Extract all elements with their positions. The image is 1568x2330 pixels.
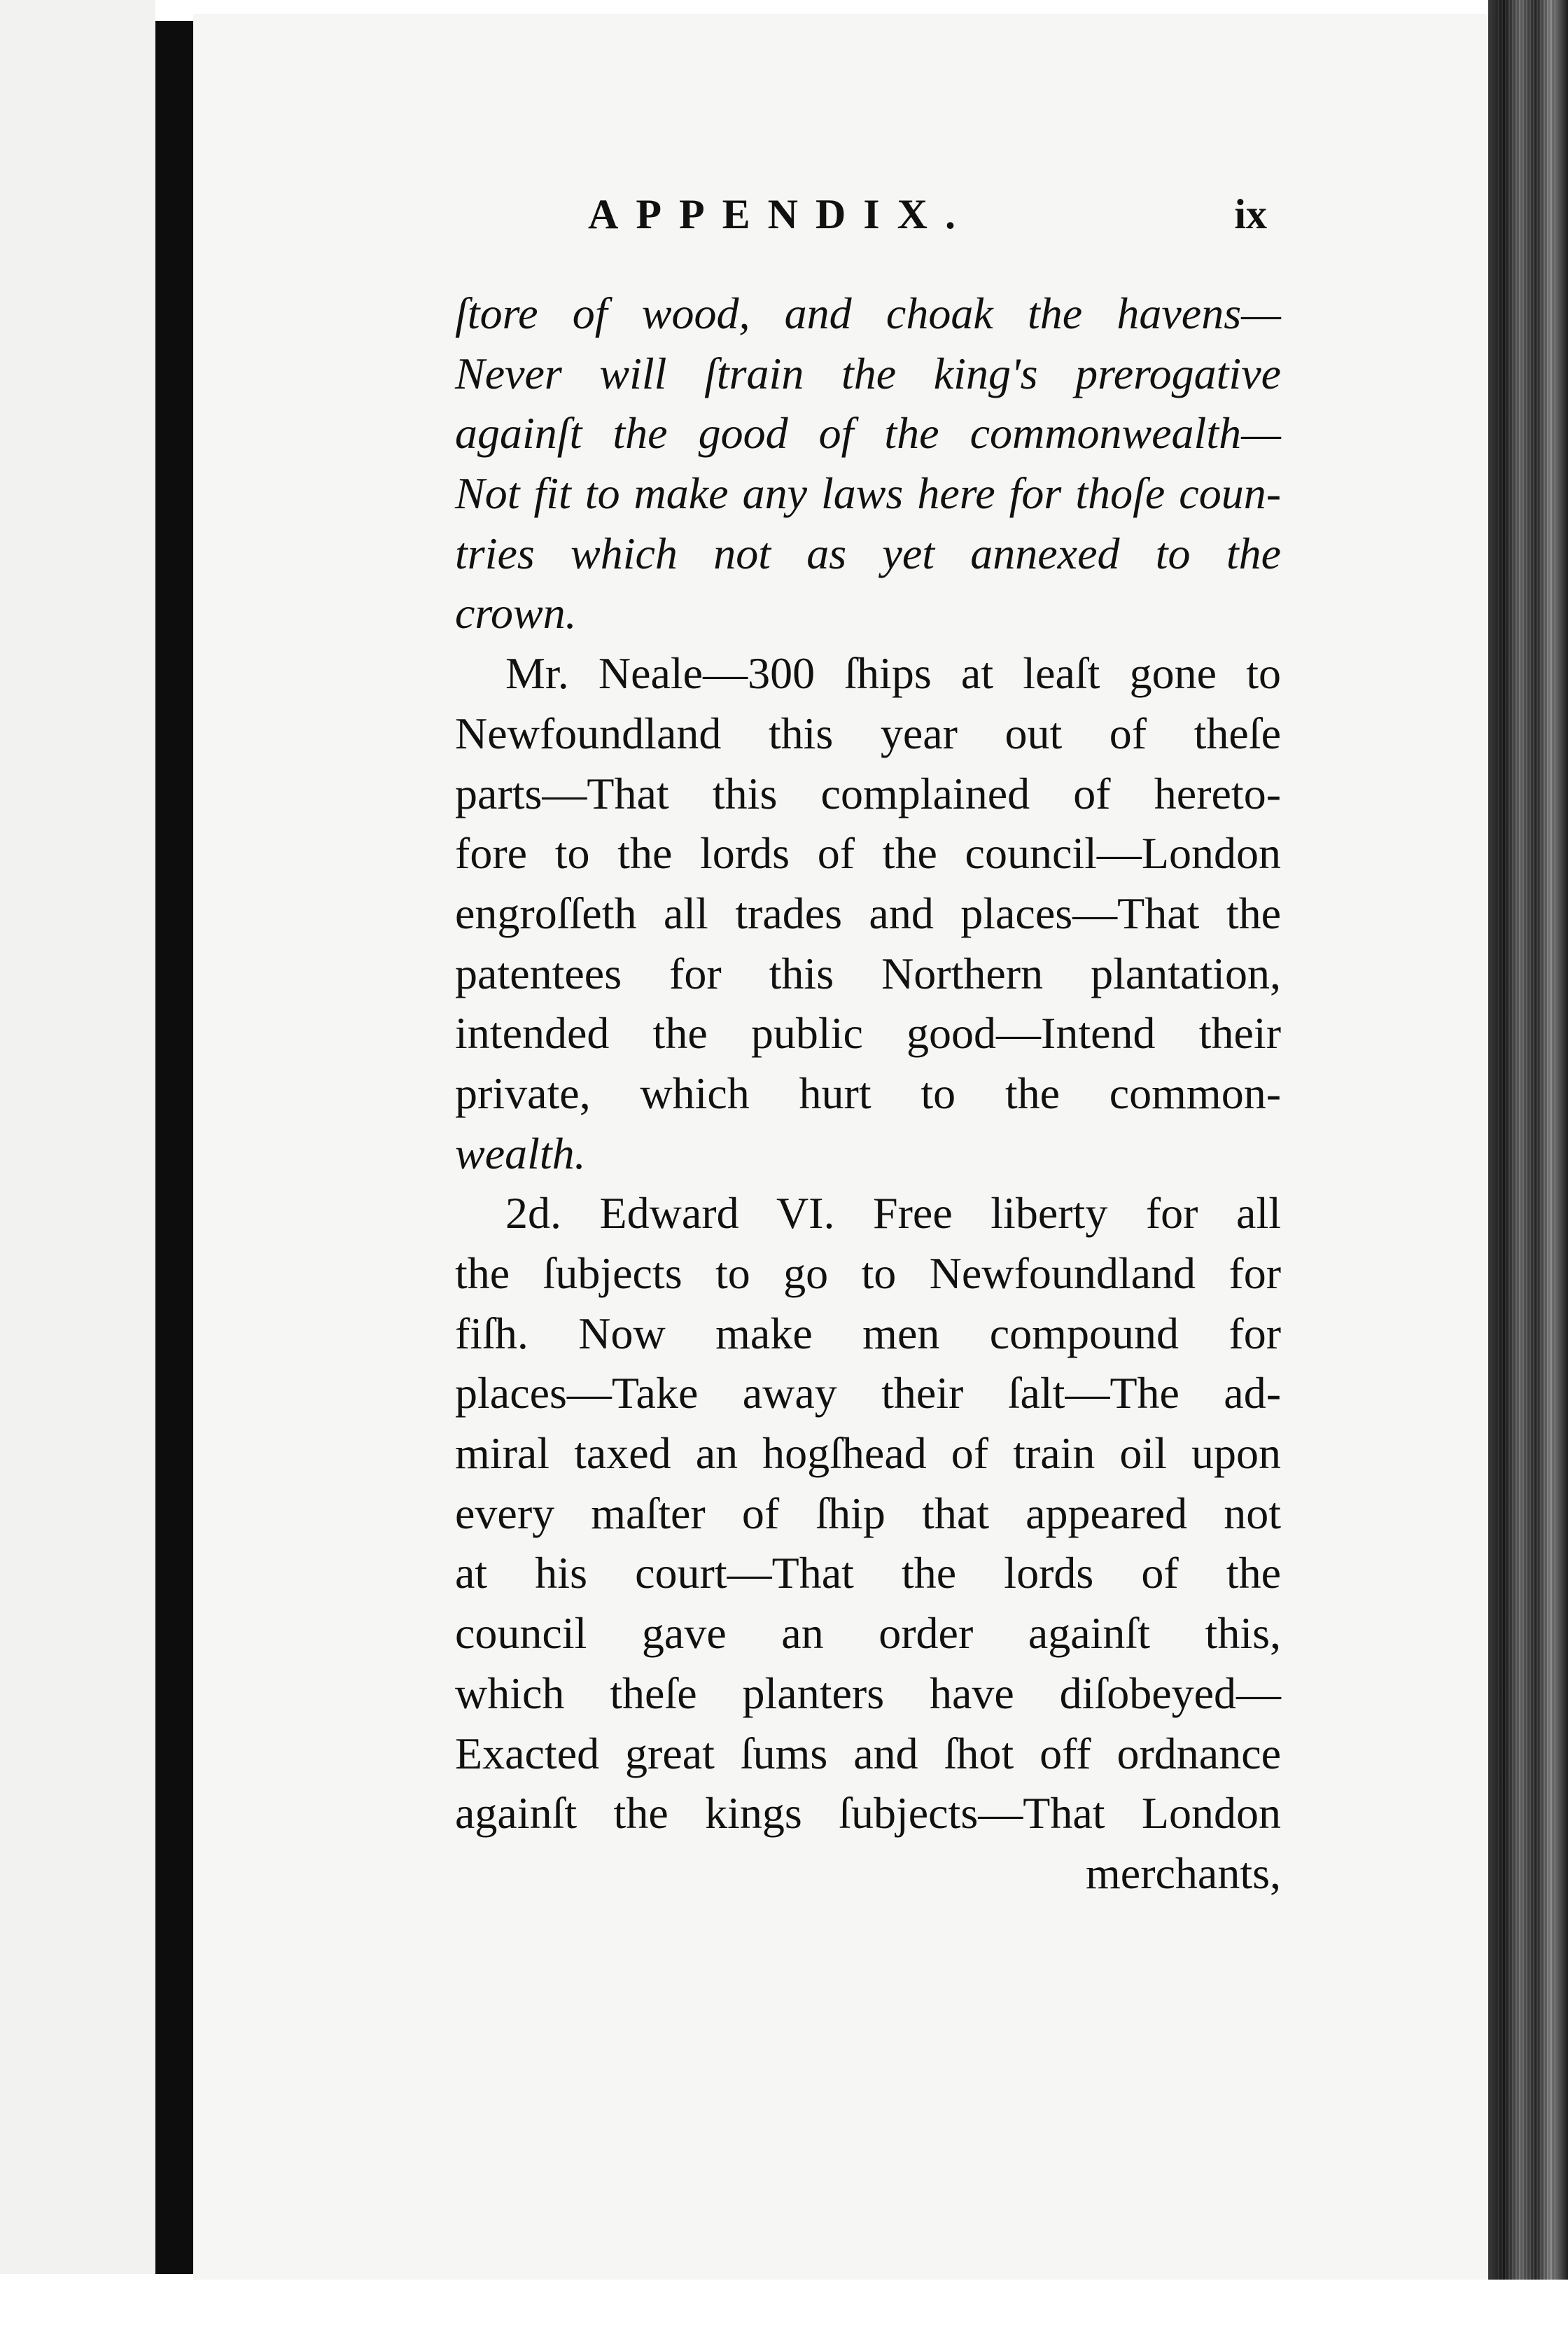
page-stack-texture <box>1498 0 1554 2280</box>
text-line: againſt the good of the commonwealth— <box>455 408 1281 459</box>
text-line: fiſh. Now make men compound for <box>455 1308 1281 1358</box>
text-line: intended the public good—Intend their <box>455 1008 1281 1059</box>
text-line: Mr. Neale—300 ſhips at leaſt gone to <box>505 648 1281 699</box>
text-line: engroſſeth all trades and places—That the <box>455 888 1281 938</box>
text-line: tries which not as yet annexed to the <box>455 528 1281 578</box>
text-line: fore to the lords of the council—London <box>455 828 1281 879</box>
text-line: crown. <box>455 588 577 639</box>
text-line: parts—That this complained of hereto- <box>455 768 1281 818</box>
text-line: wealth. <box>455 1128 586 1178</box>
text-line: every maſter of ſhip that appeared not <box>455 1488 1281 1538</box>
scan-margin-bottom <box>193 2280 1568 2330</box>
book-gutter <box>155 21 193 2275</box>
text-line: patentees for this Northern plantation, <box>455 948 1281 998</box>
text-line: places—Take away their ſalt—The ad- <box>455 1368 1281 1418</box>
running-head-title: APPENDIX. <box>588 191 973 237</box>
scan-margin-bottom-left <box>0 2274 203 2330</box>
catchword: merchants, <box>1086 1848 1281 1898</box>
text-line: 2d. Edward VI. Free liberty for all <box>505 1188 1281 1239</box>
text-line: Newfoundland this year out of theſe <box>455 708 1281 758</box>
text-line: ſtore of wood, and choak the havens— <box>455 288 1281 338</box>
page-number: ix <box>1234 191 1267 237</box>
text-line: council gave an order againſt this, <box>455 1608 1281 1659</box>
text-line: Never will ſtrain the king's prerogative <box>455 348 1281 398</box>
body-text <box>455 284 1281 1904</box>
text-line: the ſubjects to go to Newfoundland for <box>455 1248 1281 1298</box>
text-line: which theſe planters have diſobeyed— <box>455 1668 1281 1718</box>
running-head <box>588 190 1267 253</box>
text-line: private, which hurt to the common- <box>455 1068 1281 1118</box>
text-line: miral taxed an hogſhead of train oil upon <box>455 1428 1281 1479</box>
text-line: Not fit to make any laws here for thoſe coun- <box>455 468 1281 519</box>
facing-page-edge <box>0 0 155 2274</box>
text-line: againſt the kings ſubjects—That London <box>455 1788 1281 1839</box>
text-line: Exacted great ſums and ſhot off ordnance <box>455 1728 1281 1778</box>
text-line: at his court—That the lords of the <box>455 1548 1281 1598</box>
